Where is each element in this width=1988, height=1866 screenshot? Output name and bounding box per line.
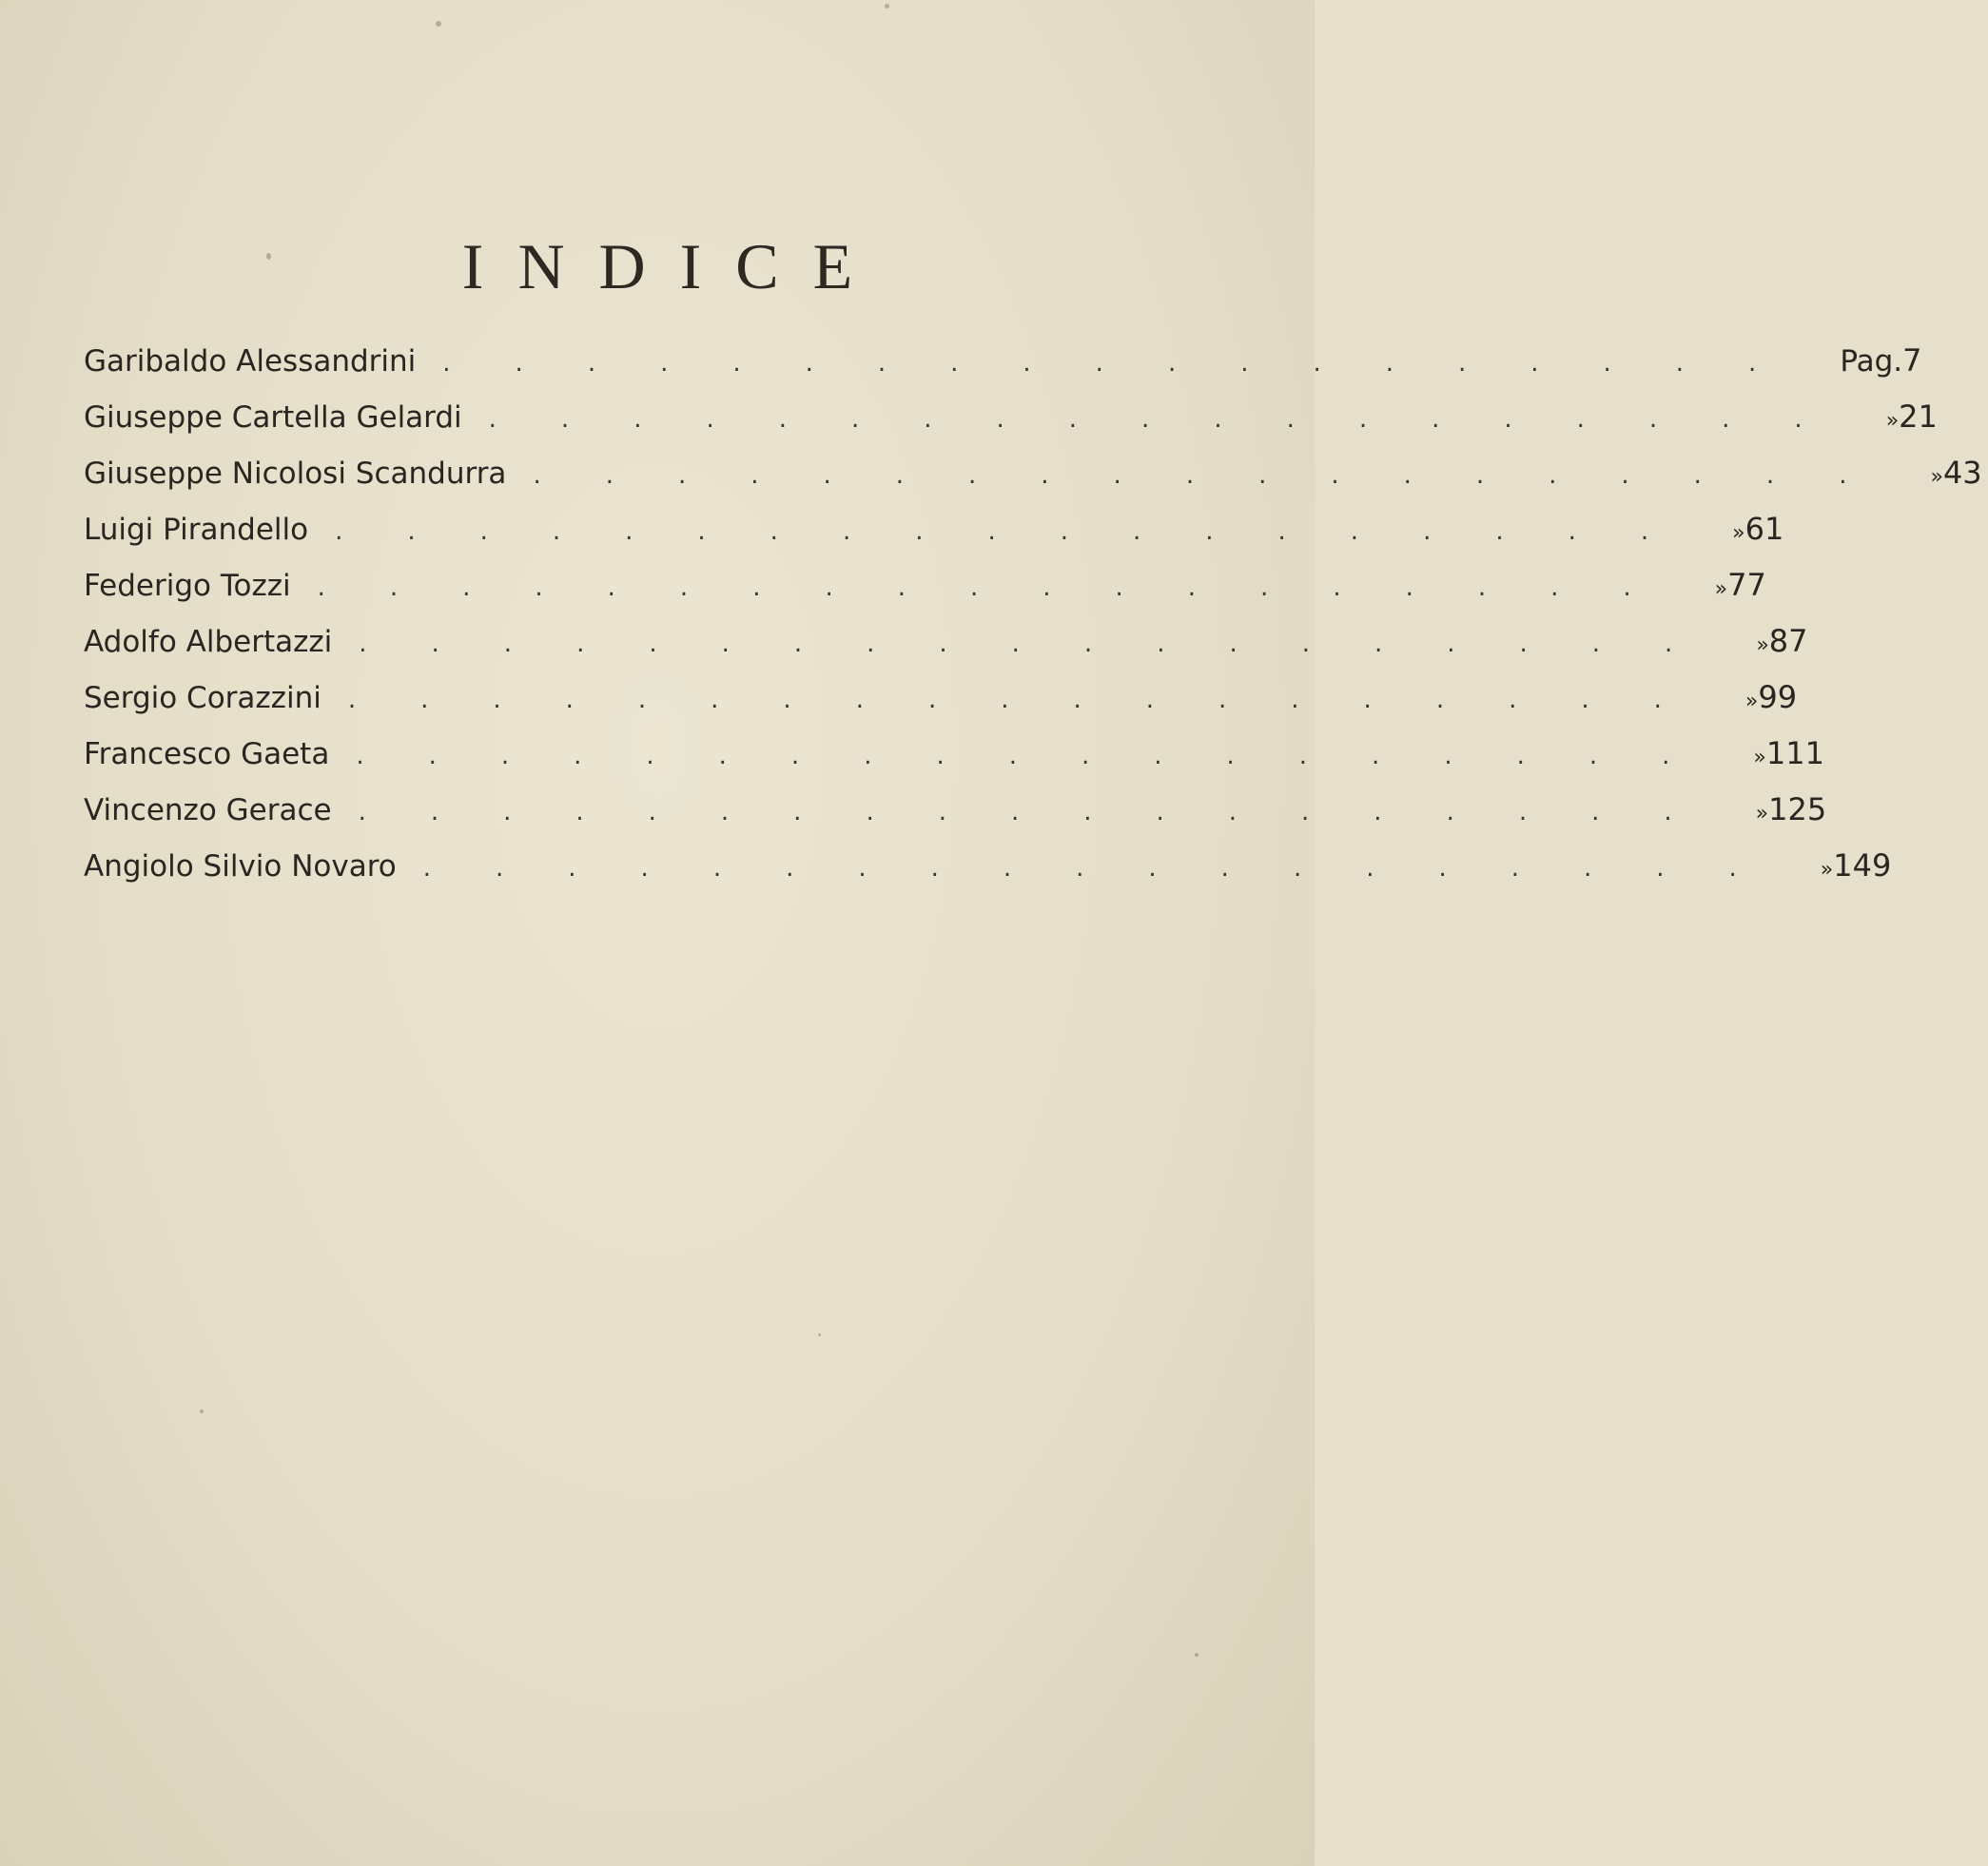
toc-page-number: 87 xyxy=(1768,623,1808,659)
paper-speck xyxy=(200,1409,204,1413)
paper-speck xyxy=(436,21,441,27)
toc-entry xyxy=(84,342,1922,398)
toc-entry xyxy=(84,398,1938,455)
dot-leader: ................... xyxy=(442,349,1822,378)
toc-author: Francesco Gaeta xyxy=(84,737,330,771)
dot-leader: ................... xyxy=(359,630,1738,658)
dot-leader: ................... xyxy=(533,461,1912,490)
paper-speck xyxy=(818,1333,821,1336)
toc-page-number: 125 xyxy=(1768,791,1827,827)
toc-entry xyxy=(84,679,1798,735)
toc-ditto-mark: » xyxy=(1744,690,1759,713)
toc-ditto-mark: » xyxy=(1755,802,1769,826)
toc-author: Giuseppe Cartella Gelardi xyxy=(84,400,462,435)
toc-entry xyxy=(84,623,1808,679)
toc-author: Luigi Pirandello xyxy=(84,513,309,547)
toc-ditto-mark: » xyxy=(1756,633,1769,657)
toc-entry xyxy=(84,567,1766,623)
toc-ditto-mark: » xyxy=(1732,521,1745,545)
paper-speck xyxy=(1195,1653,1199,1657)
toc-page-number: 99 xyxy=(1758,679,1798,715)
toc-entry xyxy=(84,511,1784,567)
toc-ditto-mark: » xyxy=(1714,577,1728,601)
toc-page-number: 43 xyxy=(1942,455,1982,491)
toc-author: Federigo Tozzi xyxy=(84,569,291,603)
toc-page-number: 21 xyxy=(1899,398,1938,435)
toc-entry xyxy=(84,735,1824,791)
toc-author: Sergio Corazzini xyxy=(84,681,322,715)
toc-ditto-mark: » xyxy=(1820,858,1834,882)
toc-page-label: Pag. xyxy=(1840,344,1903,379)
toc-author: Angiolo Silvio Novaro xyxy=(84,849,397,884)
toc-entry xyxy=(84,791,1827,847)
dot-leader: ................... xyxy=(356,742,1735,770)
page-title: INDICE xyxy=(461,229,887,302)
toc-author: Garibaldo Alessandrini xyxy=(84,344,417,379)
dot-leader: ................... xyxy=(358,798,1737,826)
toc-entry xyxy=(84,847,1892,904)
toc-ditto-mark: » xyxy=(1930,465,1943,489)
toc-author: Adolfo Albertazzi xyxy=(84,625,333,659)
toc-author: Vincenzo Gerace xyxy=(84,793,332,827)
toc-page-number: 61 xyxy=(1744,511,1784,547)
toc-entry xyxy=(84,455,1982,511)
table-of-contents xyxy=(84,342,1982,904)
dot-leader: ................... xyxy=(422,854,1802,883)
toc-page-number: 77 xyxy=(1727,567,1766,603)
paper-speck xyxy=(885,4,889,9)
toc-page-number: 111 xyxy=(1765,735,1824,771)
dot-leader: ................... xyxy=(488,405,1867,434)
toc-ditto-mark: » xyxy=(1885,409,1900,433)
toc-author: Giuseppe Nicolosi Scandurra xyxy=(84,457,507,491)
dot-leader: ................... xyxy=(335,517,1714,546)
toc-page-number: 149 xyxy=(1833,847,1892,884)
dot-leader: ................... xyxy=(317,573,1696,602)
dot-leader: ................... xyxy=(347,686,1726,714)
toc-ditto-mark: » xyxy=(1753,746,1766,769)
toc-page-number: 7 xyxy=(1902,342,1922,379)
